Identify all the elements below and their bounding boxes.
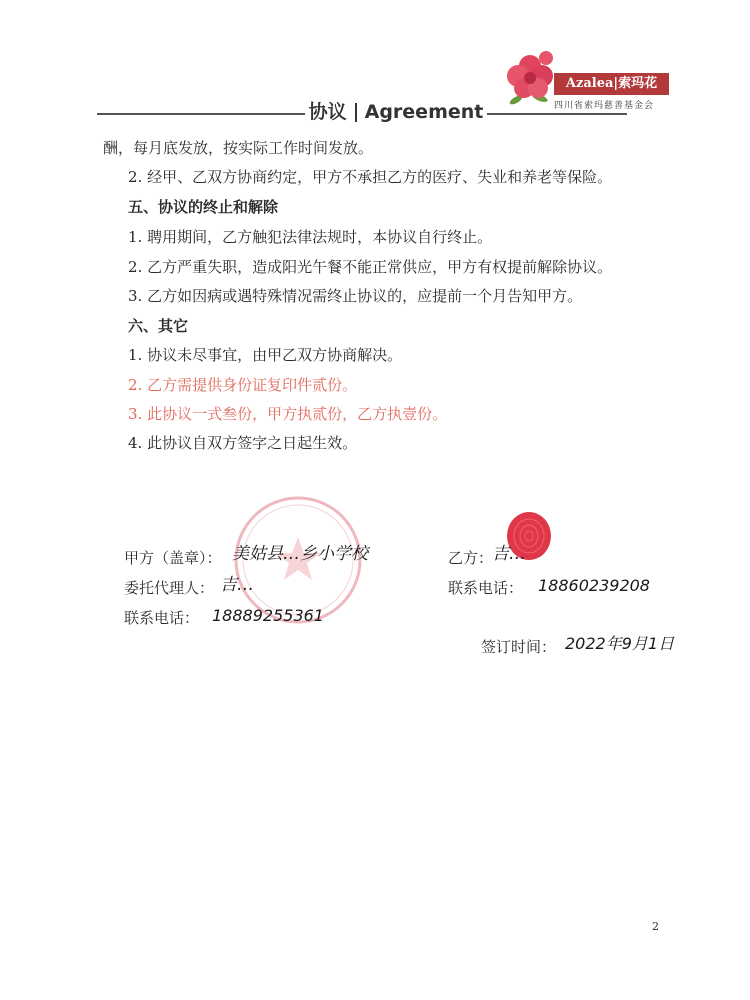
party-a-label: 甲方（盖章）： <box>124 549 222 567</box>
brand-name: Azalea|索玛花 <box>554 73 669 95</box>
page-number: 2 <box>652 920 659 933</box>
title-en: Agreement <box>364 101 484 123</box>
section-heading: 五、协议的终止和解除 <box>128 198 279 216</box>
body-line-highlighted: 3. 此协议一式叁份，甲方执贰份，乙方执壹份。 <box>128 405 448 423</box>
phone-a-value: 18889255361 <box>212 606 324 625</box>
body-line-highlighted: 2. 乙方需提供身份证复印件贰份。 <box>128 376 358 394</box>
brand-organization: 四川省索玛慈善基金会 <box>554 101 655 111</box>
phone-b-value: 18860239208 <box>538 576 650 595</box>
body-line: 3. 乙方如因病或遇特殊情况需终止协议的，应提前一个月告知甲方。 <box>128 287 583 305</box>
agent-signature: 吉… <box>220 575 254 595</box>
party-b-signature: 吉… <box>492 544 526 564</box>
phone-a-label: 联系电话： <box>124 609 200 627</box>
party-b-label: 乙方： <box>448 549 494 567</box>
body-line: 2. 经甲、乙双方协商约定，甲方不承担乙方的医疗、失业和养老等保险。 <box>128 168 613 186</box>
azalea-flower-icon <box>502 48 562 114</box>
title-cn: 协议 <box>308 101 347 123</box>
body-line: 1. 协议未尽事宜，由甲乙双方协商解决。 <box>128 346 403 364</box>
title-separator <box>355 103 357 122</box>
section-heading: 六、其它 <box>128 317 189 335</box>
body-line: 酬，每月底发放，按实际工作时间发放。 <box>103 139 374 157</box>
body-line: 4. 此协议自双方签字之日起生效。 <box>128 434 358 452</box>
document-title <box>305 97 487 127</box>
body-line: 2. 乙方严重失职，造成阳光午餐不能正常供应，甲方有权提前解除协议。 <box>128 258 613 276</box>
party-a-signature: 美姑县…乡小学校 <box>232 544 368 564</box>
phone-b-label: 联系电话： <box>448 579 524 597</box>
date-value: 2022年9月1日 <box>565 634 675 653</box>
date-label: 签订时间： <box>481 638 557 656</box>
agent-label: 委托代理人： <box>124 579 215 597</box>
brand-logo <box>502 48 672 114</box>
body-line: 1. 聘用期间，乙方触犯法律法规时，本协议自行终止。 <box>128 228 493 246</box>
